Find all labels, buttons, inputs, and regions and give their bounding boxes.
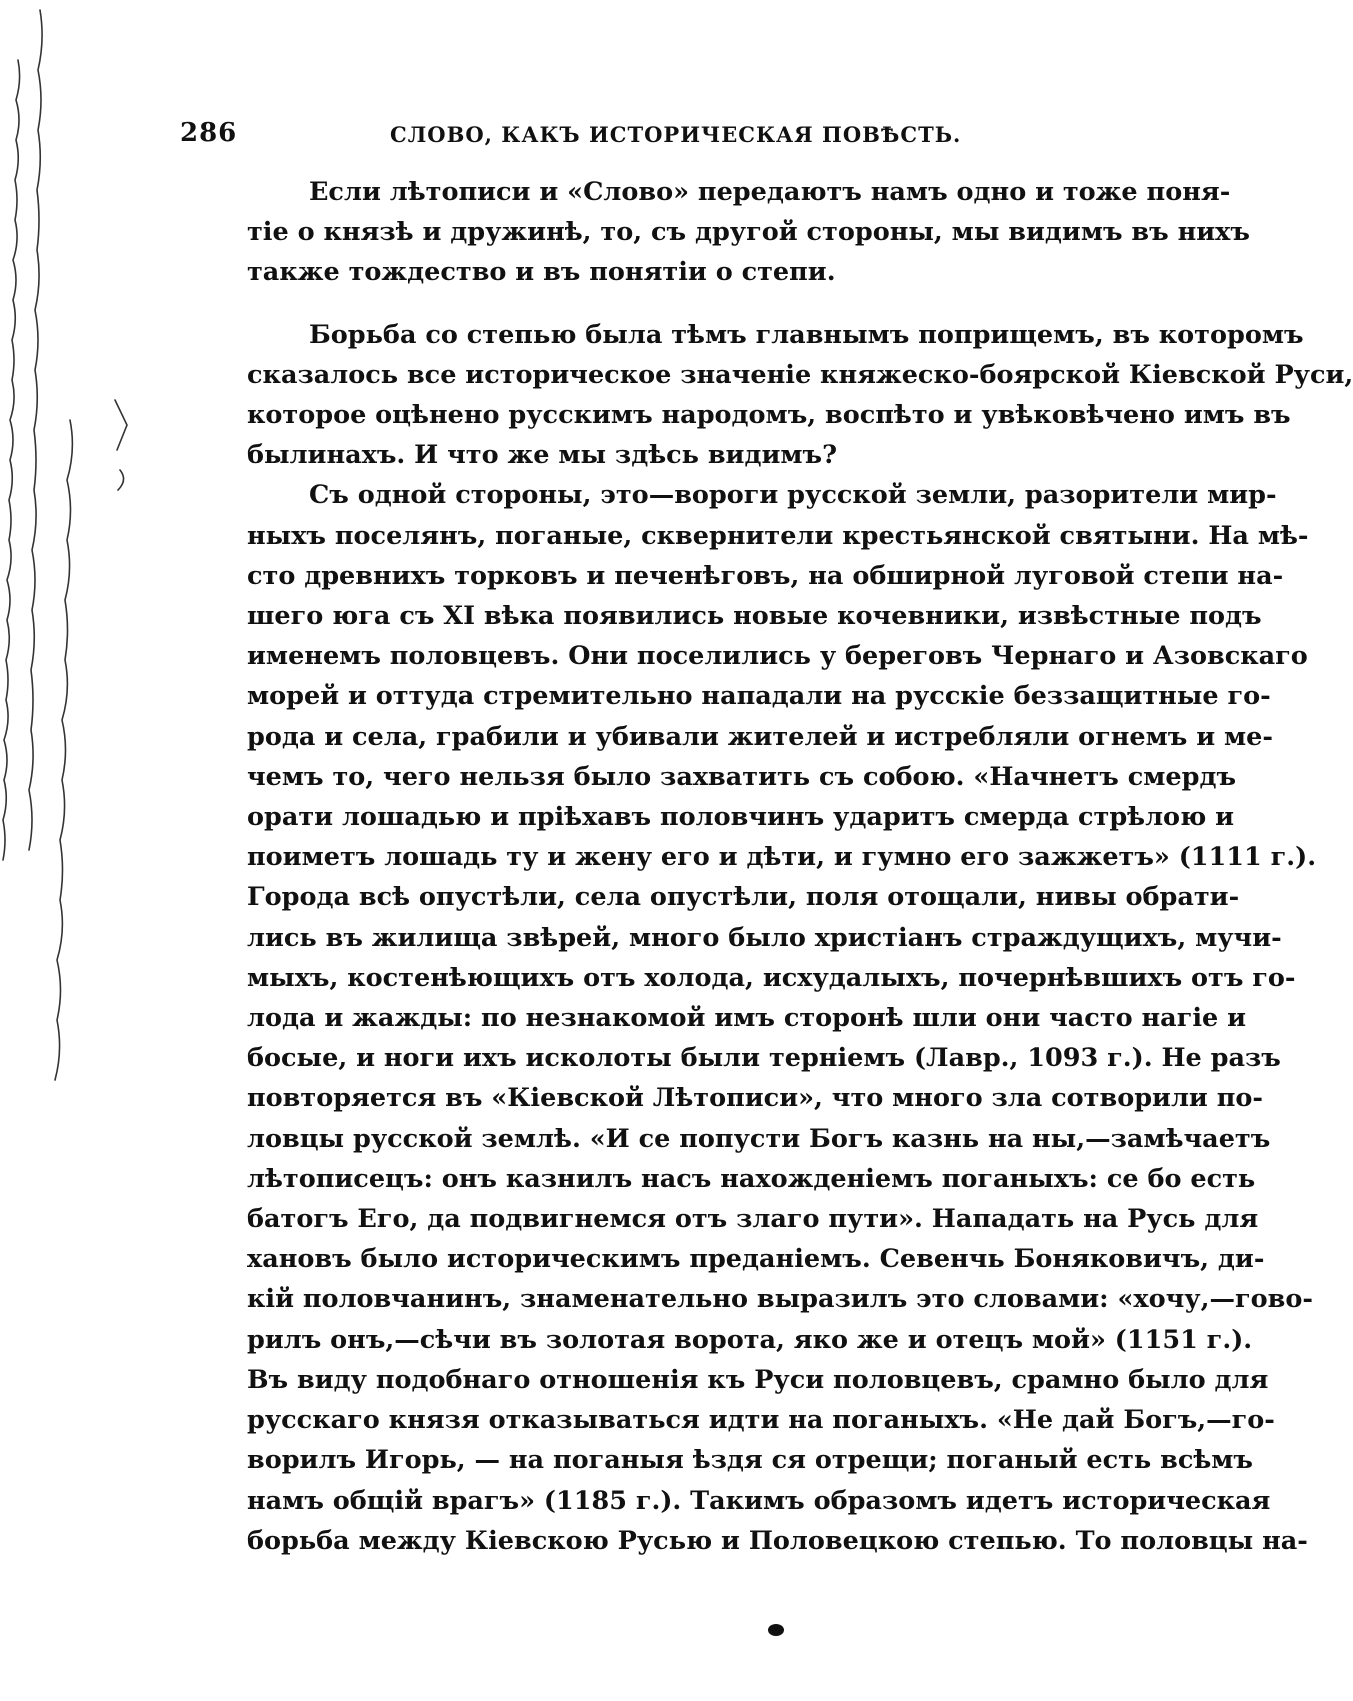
text-line: Съ одной стороны, это—вороги русской земли, разорители мир- <box>309 480 1277 511</box>
text-line: рилъ онъ,—сѣчи въ золотая ворота, яко же и отецъ мой» (1151 г.). <box>247 1324 1253 1355</box>
text-line: орати лошадью и пріѣхавъ половчинъ ударитъ смерда стрѣлою и <box>247 802 1235 833</box>
text-line: батогъ Его, да подвигнемся отъ злаго пути». Нападать на Русь для <box>247 1204 1259 1235</box>
text-line: лѣтописецъ: онъ казнилъ насъ нахожденіемъ поганыхъ: се бо есть <box>247 1163 1256 1194</box>
text-line: поиметъ лошадь ту и жену его и дѣти, и гумно его зажжетъ» (1111 г.). <box>247 842 1317 873</box>
text-line: именемъ половцевъ. Они поселились у береговъ Чернаго и Азовскаго <box>247 641 1308 672</box>
text-line: ныхъ поселянъ, поганые, сквернители крестьянской святыни. На мѣ- <box>247 520 1309 551</box>
paragraph <box>185 315 1353 476</box>
text-line: повторяется въ «Кіевской Лѣтописи», что много зла сотворили по- <box>247 1083 1263 1114</box>
text-line: рода и села, грабили и убивали жителей и истребляли огнемъ и ме- <box>247 721 1273 752</box>
text-line: лись въ жилища звѣрей, много было христіанъ страждущихъ, мучи- <box>247 922 1282 953</box>
text-line: былинахъ. И что же мы здѣсь видимъ? <box>247 440 838 471</box>
text-line: ловцы русской землѣ. «И се попусти Богъ казнь на ны,—замѣчаетъ <box>247 1123 1271 1154</box>
text-line: босые, и ноги ихъ исколоты были терніемъ (Лавр., 1093 г.). Не разъ <box>247 1043 1281 1074</box>
paragraph <box>185 172 1250 293</box>
text-line: Борьба со степью была тѣмъ главнымъ поприщемъ, въ которомъ <box>309 319 1304 350</box>
handwritten-margin-notes <box>0 0 160 1701</box>
text-line: борьба между Кіевскою Русью и Половецкою степью. То половцы на- <box>247 1525 1308 1556</box>
text-line: русскаго князя отказываться идти на поганыхъ. «Не дай Богъ,—го- <box>247 1405 1275 1436</box>
text-line: намъ общій врагъ» (1185 г.). Такимъ образомъ идетъ историческая <box>247 1485 1271 1516</box>
text-line: чемъ то, чего нельзя было захватить съ собою. «Начнетъ смердъ <box>247 761 1237 792</box>
text-line: кій половчанинъ, знаменательно выразилъ это словами: «хочу,—гово- <box>247 1284 1313 1315</box>
paragraph <box>185 475 1317 1560</box>
text-line: сто древнихъ торковъ и печенѣговъ, на обширной луговой степи на- <box>247 560 1284 591</box>
ink-blot-mark <box>768 1624 784 1636</box>
text-line: морей и оттуда стремительно нападали на русскіе беззащитные го- <box>247 681 1271 712</box>
text-line: ворилъ Игорь, — на поганыя ѣздя ся отрещи; поганый есть всѣмъ <box>247 1445 1253 1476</box>
text-line: Въ виду подобнаго отношенія къ Руси половцевъ, срамно было для <box>247 1364 1269 1395</box>
page-number: 286 <box>180 118 238 148</box>
text-line: Если лѣтописи и «Слово» передаютъ намъ одно и тоже поня- <box>309 177 1231 207</box>
text-line: Города всѣ опустѣли, села опустѣли, поля отощали, нивы обрати- <box>247 882 1240 913</box>
text-line: мыхъ, костенѣющихъ отъ холода, исхудалыхъ, почернѣвшихъ отъ го- <box>247 962 1296 993</box>
running-head <box>180 118 1050 154</box>
text-line: которое оцѣнено русскимъ народомъ, воспѣто и увѣковѣчено имъ въ <box>247 400 1291 431</box>
body-text <box>185 172 1353 1561</box>
text-line: сказалось все историческое значеніе княжеско-боярской Кіевской Руси, <box>247 359 1353 390</box>
text-line: шего юга съ XI вѣка появились новые кочевники, извѣстные подъ <box>247 601 1262 632</box>
running-title: СЛОВО, КАКЪ ИСТОРИЧЕСКАЯ ПОВѢСТЬ. <box>390 122 962 147</box>
text-line: также тождество и въ понятіи о степи. <box>247 257 836 288</box>
text-line: лода и жажды: по незнакомой имъ сторонѣ шли они часто нагіе и <box>247 1003 1247 1034</box>
text-line: тіе о князѣ и дружинѣ, то, съ другой стороны, мы видимъ въ нихъ <box>247 217 1250 248</box>
text-line: хановъ было историческимъ преданіемъ. Севенчь Боняковичъ, ди- <box>247 1244 1265 1275</box>
